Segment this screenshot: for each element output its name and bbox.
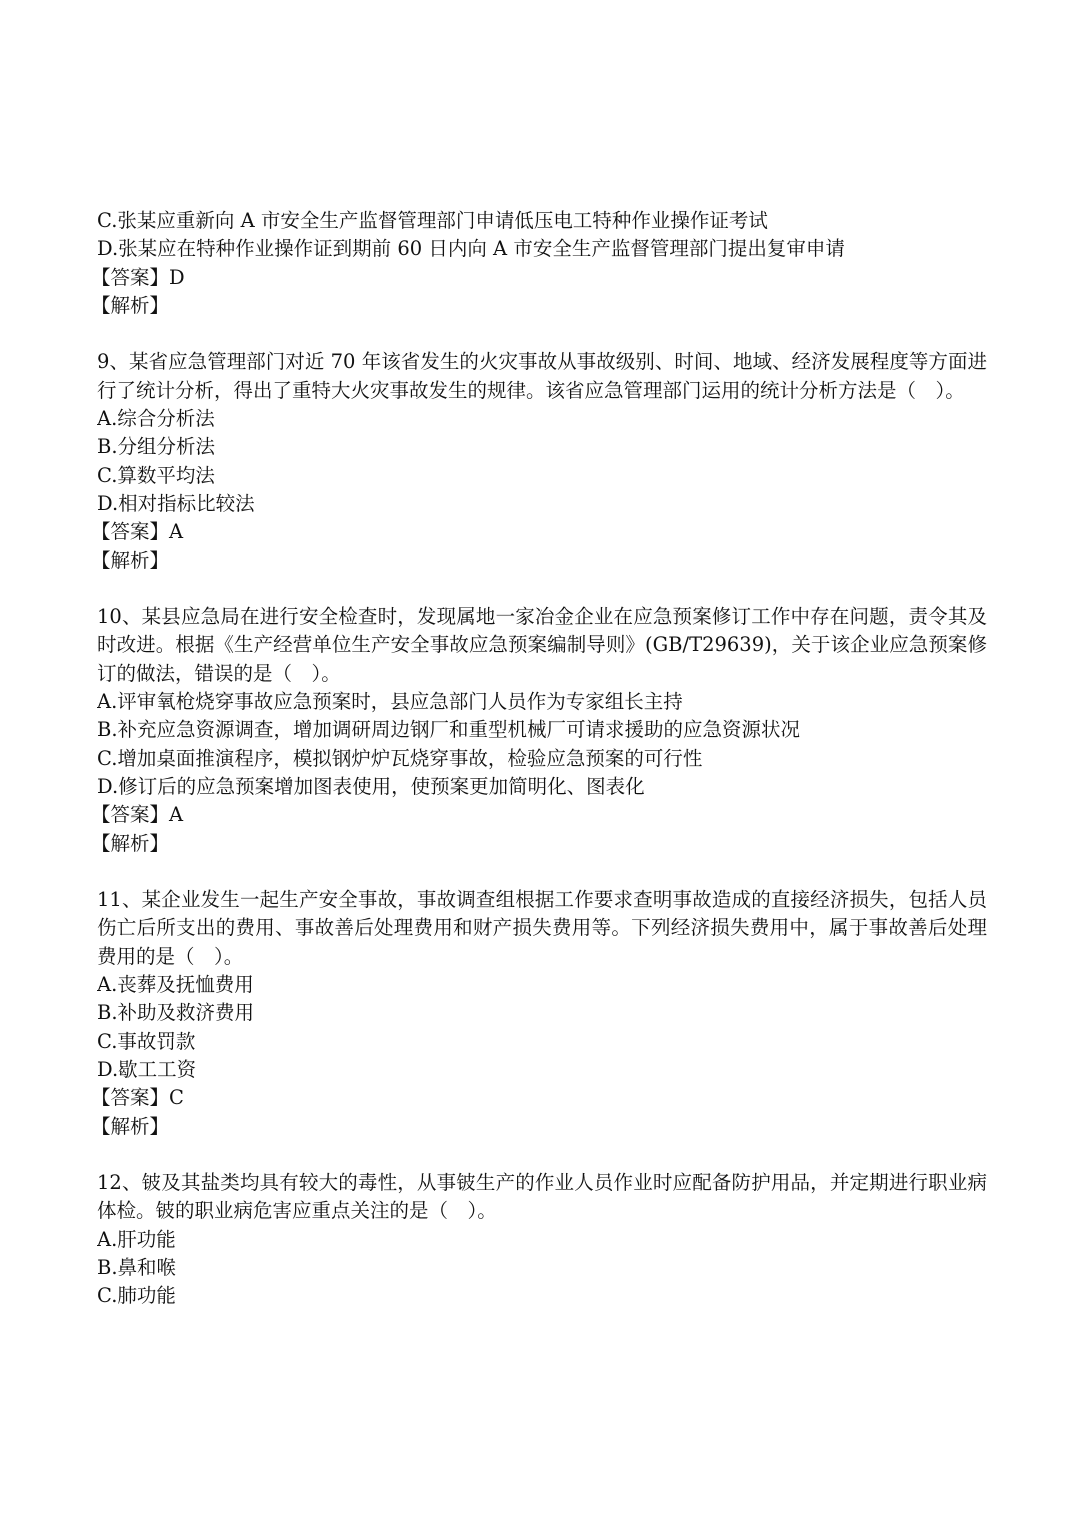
option-a: A.评审氧枪烧穿事故应急预案时，县应急部门人员作为专家组长主持	[97, 690, 683, 714]
option-d: D.歇工工资	[97, 1057, 197, 1081]
option-b: B.补助及救济费用	[97, 1001, 255, 1025]
option-c: C.算数平均法	[97, 463, 215, 487]
question-12	[97, 1169, 987, 1310]
prev-question-tail	[91, 207, 987, 320]
spacer	[97, 320, 987, 348]
analysis-line: 【解析】	[91, 831, 170, 855]
question-stem: 11、某企业发生一起生产安全事故，事故调查组根据工作要求查明事故造成的直接经济损失，包括人员伤亡后所支出的费用、事故善后处理费用和财产损失费用等。下列经济损失费用中，属于事故善后处理费用的是（ ）。	[97, 888, 987, 968]
spacer	[97, 1141, 987, 1169]
option-b: B.补充应急资源调查，增加调研周边钢厂和重型机械厂可请求援助的应急资源状况	[97, 718, 801, 742]
question-9	[91, 348, 987, 574]
analysis-line: 【解析】	[91, 293, 170, 317]
option-c: C.事故罚款	[97, 1029, 196, 1053]
option-b: B.分组分析法	[97, 435, 216, 459]
option-d: D.相对指标比较法	[97, 491, 255, 515]
option-d: D.张某应在特种作业操作证到期前 60 日内向 A 市安全生产监督管理部门提出复审申请	[97, 237, 845, 261]
question-10	[91, 603, 987, 858]
question-stem: 10、某县应急局在进行安全检查时，发现属地一家冶金企业在应急预案修订工作中存在问题，责令其及时改进。根据《生产经营单位生产安全事故应急预案编制导则》(GB/T29639)，关于该企业应急预案修订的做法，错误的是（ ）。	[97, 605, 987, 685]
option-c: C.肺功能	[97, 1284, 176, 1308]
option-a: A.丧葬及抚恤费用	[97, 973, 254, 997]
option-c: C.增加桌面推演程序，模拟钢炉炉瓦烧穿事故，检验应急预案的可行性	[97, 746, 703, 770]
option-c: C.张某应重新向 A 市安全生产监督管理部门申请低压电工特种作业操作证考试	[97, 209, 768, 232]
spacer	[97, 858, 987, 886]
spacer	[97, 575, 987, 603]
answer-line: 【答案】D	[91, 265, 185, 289]
analysis-line: 【解析】	[91, 1114, 170, 1138]
question-stem: 9、某省应急管理部门对近 70 年该省发生的火灾事故从事故级别、时间、地域、经济发展程度等方面进行了统计分析，得出了重特大火灾事故发生的规律。该省应急管理部门运用的统计分析方法是（ ）。	[97, 350, 987, 402]
answer-line: 【答案】A	[91, 520, 184, 544]
document-page	[91, 207, 987, 1311]
analysis-line: 【解析】	[91, 548, 170, 572]
option-d: D.修订后的应急预案增加图表使用，使预案更加简明化、图表化	[97, 774, 645, 798]
option-b: B.鼻和喉	[97, 1255, 177, 1279]
answer-line: 【答案】C	[91, 1086, 184, 1110]
question-11	[91, 886, 987, 1141]
question-stem: 12、铍及其盐类均具有较大的毒性，从事铍生产的作业人员作业时应配备防护用品，并定期进行职业病体检。铍的职业病危害应重点关注的是（ ）。	[97, 1171, 987, 1223]
option-a: A.肝功能	[97, 1227, 176, 1251]
answer-line: 【答案】A	[91, 803, 184, 827]
option-a: A.综合分析法	[97, 407, 215, 431]
